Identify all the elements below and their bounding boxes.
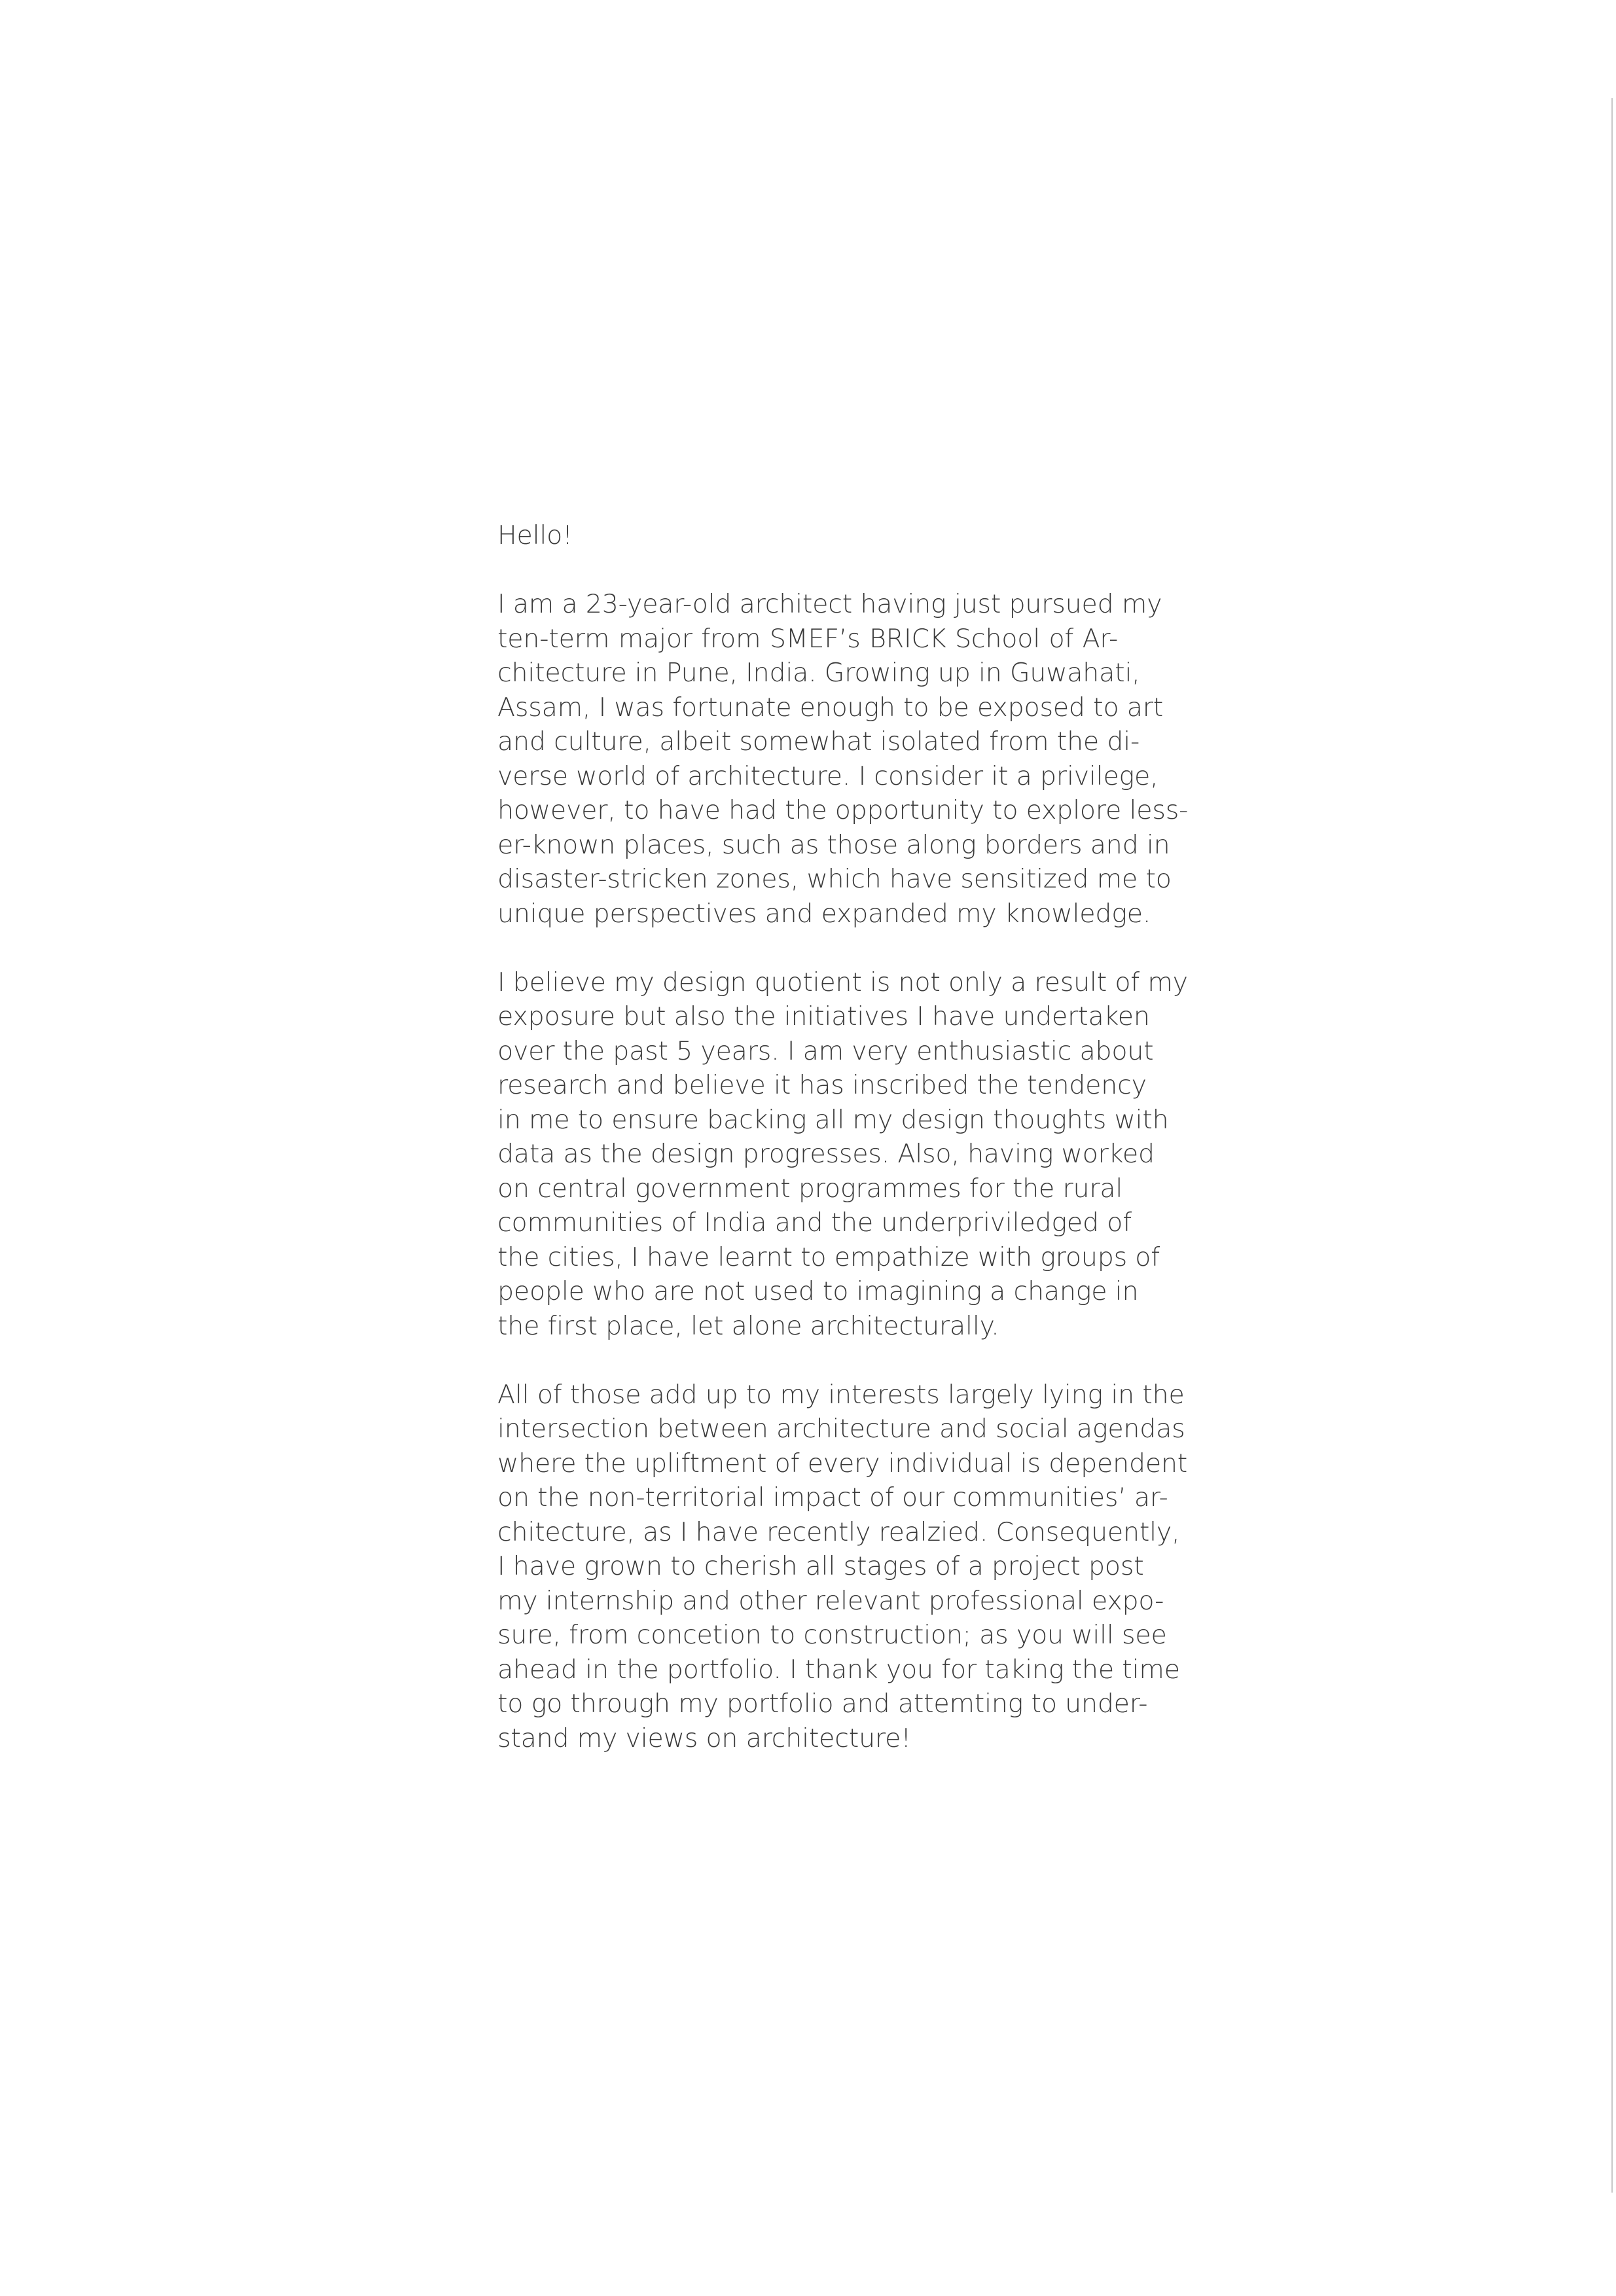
text-line: the first place, let alone architecturally. xyxy=(497,1310,999,1341)
text-line: exposure but also the initiatives I have undertaken xyxy=(497,1001,1150,1031)
text-line: ten-term major from SMEF’s BRICK School of Ar- xyxy=(497,623,1118,654)
text-line: All of those add up to my interests largely lying in the xyxy=(497,1379,1185,1410)
greeting: Hello! xyxy=(497,520,573,550)
text-line: on the non-territorial impact of our communities’ ar- xyxy=(497,1482,1168,1513)
text-line: verse world of architecture. I consider it a privilege, xyxy=(497,761,1158,791)
text-line: intersection between architecture and social agendas xyxy=(497,1414,1185,1444)
text-line: chitecture in Pune, India. Growing up in Guwahati, xyxy=(497,658,1140,688)
text-line: ahead in the portfolio. I thank you for taking the time xyxy=(497,1654,1180,1685)
text-line: data as the design progresses. Also, having worked xyxy=(497,1139,1155,1169)
text-line: Assam, I was fortunate enough to be exposed to art xyxy=(497,692,1164,723)
page-edge-divider xyxy=(1611,98,1613,2193)
text-line: where the upliftment of every individual is dependent xyxy=(497,1448,1188,1479)
paragraph-3 xyxy=(497,1378,1188,1756)
text-line: over the past 5 years. I am very enthusiastic about xyxy=(497,1035,1154,1066)
text-line: chitecture, as I have recently realzied. Consequently, xyxy=(497,1516,1180,1547)
text-line: however, to have had the opportunity to explore less- xyxy=(497,795,1189,825)
text-line: er-known places, such as those along borders and in xyxy=(497,829,1170,860)
text-line: in me to ensure backing all my design thoughts with xyxy=(497,1104,1169,1135)
text-line: I have grown to cherish all stages of a project post xyxy=(497,1551,1144,1581)
text-line: the cities, I have learnt to empathize with groups of xyxy=(497,1242,1160,1272)
text-line: on central government programmes for the rural xyxy=(497,1173,1123,1204)
text-line: I believe my design quotient is not only a result of my xyxy=(497,967,1188,997)
text-line: disaster-stricken zones, which have sensitized me to xyxy=(497,864,1172,894)
introduction-paragraphs xyxy=(497,587,1189,1755)
text-line: people who are not used to imagining a change in xyxy=(497,1276,1139,1306)
text-line: to go through my portfolio and attemting to under- xyxy=(497,1689,1148,1719)
text-line: I am a 23-year-old architect having just pursued my xyxy=(497,589,1162,619)
text-line: research and believe it has inscribed the tendency xyxy=(497,1070,1147,1100)
text-line: unique perspectives and expanded my knowledge. xyxy=(497,898,1151,929)
text-line: sure, from concetion to construction; as you will see xyxy=(497,1620,1167,1650)
text-line: stand my views on architecture! xyxy=(497,1723,911,1753)
paragraph-2 xyxy=(497,965,1188,1344)
text-line: communities of India and the underpriviledged of xyxy=(497,1208,1132,1238)
text-line: and culture, albeit somewhat isolated from the di- xyxy=(497,726,1140,757)
text-line: my internship and other relevant professional expo- xyxy=(497,1585,1164,1616)
paragraph-1 xyxy=(497,587,1189,931)
introduction-text xyxy=(497,518,1189,1790)
